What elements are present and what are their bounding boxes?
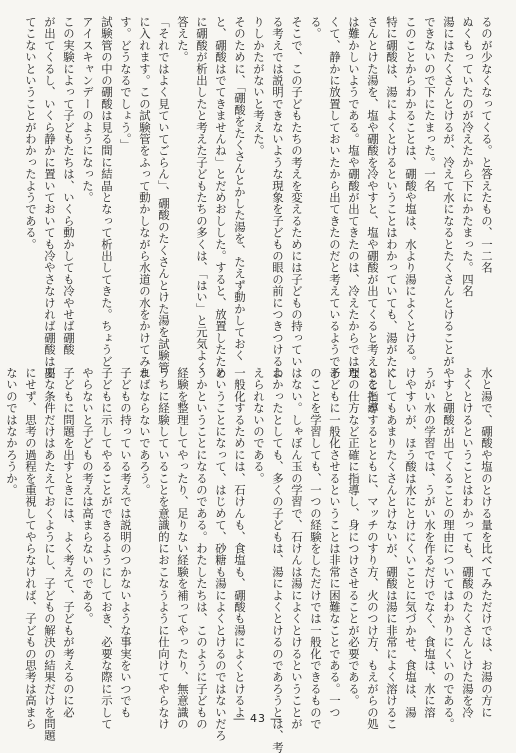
- text-line: ないのではなかろうか。: [5, 367, 19, 496]
- text-line: うがい水の学習では、うがい水を作るだけでなく、食塩は、水に溶: [423, 367, 437, 718]
- text-line: てこないということがわかったようである。: [24, 16, 38, 250]
- text-line: 子どもに問題を出すときには、よく考えて、子どもが考えるのに必: [62, 367, 76, 718]
- text-line: 水と湯で、硼酸や塩のとける量を比べてみただけでは、お湯の方に: [480, 367, 494, 718]
- text-line: はない。しゃぼん玉の学習で、石けんは湯によくとけるということが: [290, 367, 304, 730]
- text-line: 要な条件だけはあたえておくようにし、子どもの解決の結果だけを問題: [43, 367, 57, 742]
- text-line: できないので下にたまった。一名: [423, 16, 437, 192]
- text-line: りしかたがないと考えた。: [252, 16, 266, 157]
- text-line: このことからわかることは、硼酸や塩は、水より湯によくとける。: [404, 16, 418, 367]
- text-line: るのが少なくなってくる。と答えたもの、一二名: [480, 16, 494, 274]
- text-line: アイスキャンデーのようになった。: [81, 16, 95, 204]
- text-line: にせず、思考の過程を重視してやらなければ、子どもの思考は高まら: [24, 367, 38, 730]
- text-line: に硼酸が析出したと考えた子どもたちの多くは、「はい」と元気よく: [195, 16, 209, 373]
- text-line: えられないのである。: [252, 367, 266, 484]
- text-line: 一般化するためには、石けんも、食塩も、硼酸も湯によくとけるよ: [233, 367, 247, 718]
- text-line: うちに経験していることを意識的におこなうように仕向けてやらなけ: [157, 367, 171, 730]
- text-line: 特に硼酸は、湯によくとけるということはわかっていても、湯がたく: [385, 16, 399, 379]
- text-line: やらないと子どもの考えは高まらないのである。: [81, 367, 95, 625]
- text-line: す。どうなるでしょう。」: [119, 16, 133, 151]
- text-line: よくとけるということはわかっても、硼酸のたくさんとけた湯を冷: [461, 367, 475, 718]
- text-line: ということになって、はじめて、砂糖も湯によくとけるのではないだろ: [214, 367, 228, 742]
- text-line: に入れます。この試験管をふって動かしながら水道の水をかけてみま: [138, 16, 152, 379]
- text-line: 「それではよく見ていてごらん」、硼酸のたくさんとけた湯を試験管: [157, 16, 171, 373]
- text-line: そこで、この子どもたちの考えを変えるためには子どもの持ってい: [290, 16, 304, 367]
- text-line: うかということになるのである。わたしたちは、このように子どもの: [195, 367, 209, 730]
- text-line: と、硼酸はでてきませんね」とだめおしした。すると、放置したため: [214, 16, 228, 379]
- text-line: のことを学習しても、一つの経験をしただけでは一般化できるもので: [309, 367, 323, 730]
- text-line: 経験を整理してやったり、足りない経験を補ってやったり、無意識の: [176, 367, 190, 730]
- text-line: この実験によって子どもたちは、いくら動かしても冷やせば硼酸: [62, 16, 76, 356]
- text-line: 答えた。: [176, 16, 190, 63]
- text-line: る。: [309, 16, 323, 40]
- text-line: る考えでは説明できないような現象を子どもの眼の前につきつけるよ: [271, 16, 285, 379]
- text-line: くて、静かに放置しておいたから出てきたのだと考えているようであ: [328, 16, 342, 379]
- text-line: は難かしいようである。塩や硼酸が出てきたのは、冷えたからではな: [347, 16, 361, 379]
- text-line: さんとけた湯を、塩や硼酸を冷やすと、塩や硼酸が出てくると考えることが: [366, 16, 380, 414]
- text-line: やすと硼酸が出てくることの理由についてはわかりにくいのである。: [442, 367, 456, 730]
- text-line: 理の仕方など正確に指導し、身につけさせることが必要である。: [347, 367, 361, 707]
- text-line: ぬくもっていたのが冷えたから下にかたまった。四名: [461, 16, 475, 297]
- text-line: 試験管の中の硼酸は見る間に結晶となって析出してきた。ちょうど: [100, 16, 114, 367]
- page-number: ― 43 ―: [233, 712, 283, 725]
- text-column-top: [16, 16, 496, 414]
- text-line: 子どもの持っている考えでは説明のつかないような事実をいつでも: [119, 367, 133, 718]
- text-line: 子どもに示してやることができるようにしておき、必要な際に示して: [100, 367, 114, 730]
- text-line: とを指導するとともに、マッチのすり方、火のつけ方、もえがらの処: [366, 367, 380, 730]
- text-line: けやすいが、ほう酸は水にとけにくいことに気づかせ、食塩は、湯: [404, 367, 418, 718]
- text-line: 子どもに一般化させるということは非常に困難なことである。一つ: [328, 367, 342, 718]
- text-line: にしてもあまりたくさんとけないが、硼酸は湯に非常によく溶けるこ: [385, 367, 399, 730]
- text-line: が出てくるし、いくら静かに置いておいても冷やさなければ硼酸は出: [43, 16, 57, 379]
- text-line: わかったとしても、多くの子どもは、湯によくとけるのであろうとは、考: [271, 367, 285, 753]
- text-line: そのために、「硼酸をたくさんとかした湯を、たえず動かしておく: [233, 16, 247, 362]
- text-line: ればならないであろう。: [138, 367, 152, 496]
- text-line: 湯にはたくさんとけるが、冷えて水になるとたくさんとけることが: [442, 16, 456, 367]
